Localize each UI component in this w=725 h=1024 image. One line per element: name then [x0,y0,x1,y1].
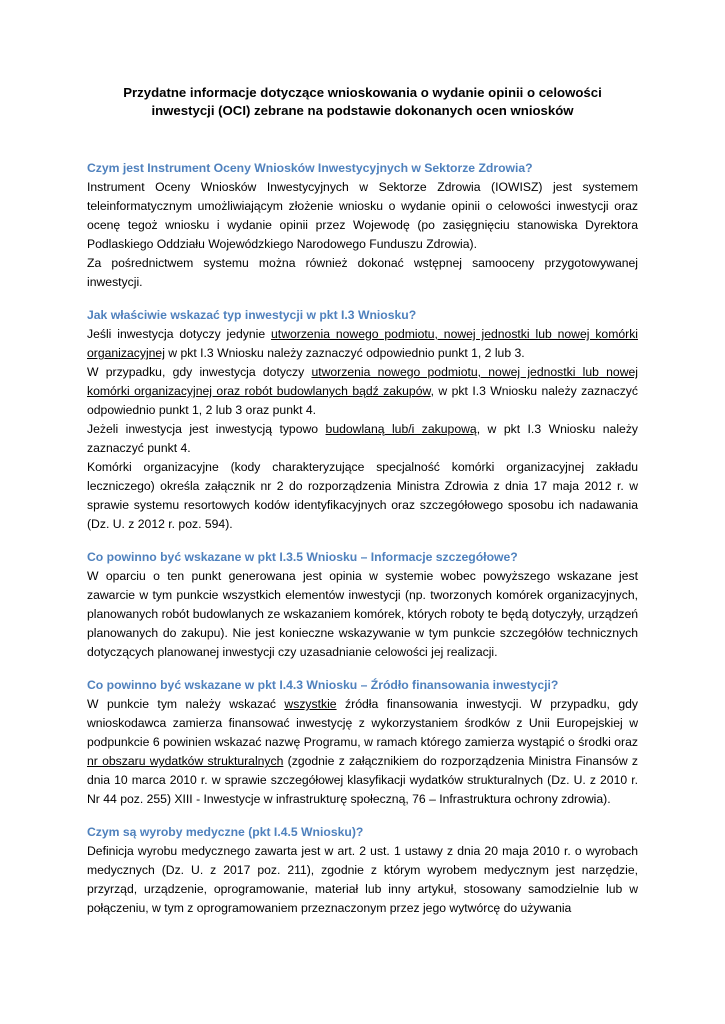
underlined-text: wszystkie [284,697,337,711]
text-run: Jeśli inwestycja dotyczy jedynie [87,327,272,341]
paragraph: Instrument Oceny Wniosków Inwestycyjnych w Sektorze Zdrowia (IOWISZ) jest systemem teleinformatycznym umożliwiającym złożenie wniosku o wydanie opinii o celowości inwestycji oraz ocenę tegoż wniosku i wydanie opinii przez Wojewodę (po zasięgnięciu stanowiska Dyrektora Podlaskiego Oddziału Wojewódzkiego Narodowego Funduszu Zdrowia). [87,180,638,251]
underlined-text: budowlaną lub/i zakupową [325,422,477,436]
section-medical-devices [87,823,638,918]
paragraph: Definicja wyrobu medycznego zawarta jest w art. 2 ust. 1 ustawy z dnia 20 maja 2010 r. o wyrobach medycznych (Dz. U. z 2017 poz. 211), zgodnie z którym wyrobem medycznym jest narzędzie, przyrząd, urządzenie, oprogramowanie, materiał lub inny artykuł, stosowany samodzielnie lub w połączeniu, w tym z oprogramowaniem przeznaczonym przez jego wytwórcę do używania [87,844,638,915]
underlined-text: utworzenia nowego podmiotu, nowej jednostki lub nowej komórki organizacyjnej oraz robót budowlanych bądź zakupów [87,365,638,398]
section-investment-type [87,306,638,534]
text-run: (zgodnie z załącznikiem do rozporządzenia Ministra Finansów z dnia 10 marca 2010 r. w sprawie szczegółowej klasyfikacji wydatków strukturalnych (Dz. U. z 2010 r. Nr 44 poz. 255) XIII - Inwestycje w infrastrukturę społeczną, 76 – Infrastruktura ochrony zdrowia). [87,754,638,806]
paragraph [87,325,638,363]
text-run: w pkt I.3 Wniosku należy zaznaczyć odpowiednio punkt 1, 2 lub 3. [164,346,525,360]
text-run: W przypadku, gdy inwestycja dotyczy [87,365,312,379]
text-run: Jeżeli inwestycja jest inwestycją typowo [87,422,326,436]
text-run: , w pkt I.3 Wniosku należy zaznaczyć punkt 4. [87,422,639,455]
section-heading: Czym są wyroby medyczne (pkt I.4.5 Wniosku)? [87,825,364,839]
paragraph [87,695,638,809]
paragraph [87,363,638,420]
text-run: , w pkt I.3 Wniosku należy zaznaczyć odpowiednio punkt 1, 2 lub 3 oraz punkt 4. [87,384,638,417]
title-line-1: Przydatne informacje dotyczące wnioskowania o wydanie opinii o celowości [123,85,602,100]
document-title [87,84,638,120]
section-heading: Co powinno być wskazane w pkt I.3.5 Wniosku – Informacje szczegółowe? [87,550,518,564]
section-iowisz [87,159,638,292]
section-heading: Czym jest Instrument Oceny Wniosków Inwestycyjnych w Sektorze Zdrowia? [87,161,533,175]
section-heading: Co powinno być wskazane w pkt I.4.3 Wniosku – Źródło finansowania inwestycji? [87,678,559,692]
paragraph: W oparciu o ten punkt generowana jest opinia w systemie wobec powyższego wskazane jest zawarcie w tym punkcie wszystkich elementów inwestycji (np. tworzonych komórek organizacyjnych, planowanych robót budowlanych ze wskazaniem komórek, których roboty te będą dotyczyły, urządzeń planowanych do zakupu). Nie jest konieczne wskazywanie w tym punkcie szczegółów technicznych dotyczących planowanej inwestycji czy uzasadnianie celowości jej realizacji. [87,569,638,659]
text-run: W punkcie tym należy wskazać [87,697,285,711]
paragraph: Komórki organizacyjne (kody charakteryzujące specjalność komórki organizacyjnej zakładu leczniczego) określa załącznik nr 2 do rozporządzenia Ministra Zdrowia z dnia 17 maja 2012 r. w sprawie systemu resortowych kodów identyfikacyjnych oraz szczegółowego sposobu ich nadawania (Dz. U. z 2012 r. poz. 594). [87,460,638,531]
underlined-text: nr obszaru wydatków strukturalnych [87,754,284,768]
section-details [87,548,638,662]
section-financing [87,676,638,809]
text-run: źródła finansowania inwestycji. W przypadku, gdy wnioskodawca zamierza finansować inwestycję z wykorzystaniem środków z Unii Europejskiej w podpunkcie 6 powinien wskazać nazwę Programu, w ramach którego zamierza wystąpić o środki oraz [87,697,638,749]
title-line-2: inwestycji (OCI) zebrane na podstawie dokonanych ocen wniosków [151,103,574,118]
paragraph: Za pośrednictwem systemu można również dokonać wstępnej samooceny przygotowywanej inwestycji. [87,256,638,289]
underlined-text: utworzenia nowego podmiotu, nowej jednostki lub nowej komórki organizacyjnej [87,327,638,360]
section-heading: Jak właściwie wskazać typ inwestycji w pkt I.3 Wniosku? [87,308,417,322]
paragraph [87,420,638,458]
